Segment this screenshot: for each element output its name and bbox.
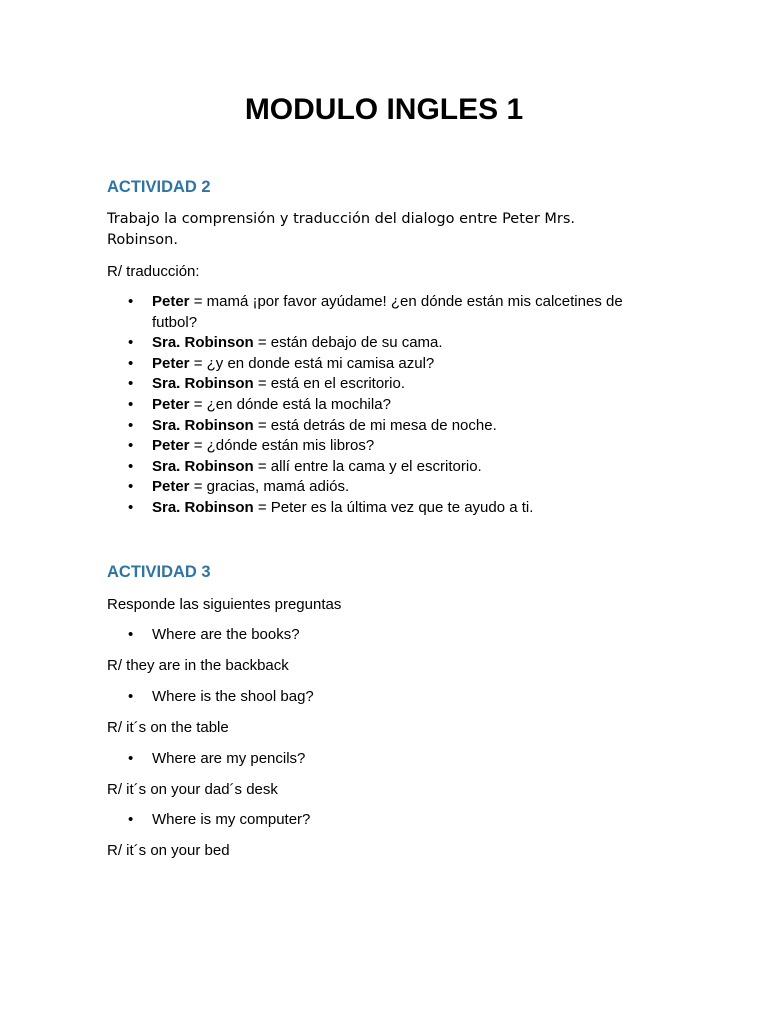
dialogue-text: = allí entre la cama y el escritorio. bbox=[253, 457, 482, 475]
dialogue-text: = están debajo de su cama. bbox=[253, 334, 443, 352]
dialogue-speaker: Peter bbox=[152, 293, 190, 310]
dialogue-speaker: Sra. Robinson bbox=[152, 457, 254, 475]
dialogue-speaker: Sra. Robinson bbox=[152, 334, 254, 352]
question-list bbox=[0, 687, 642, 708]
bullet-icon: • bbox=[128, 811, 134, 828]
dialogue-line bbox=[0, 395, 642, 416]
actividad-2-intro: Trabajo la comprensión y traducción del dialogo entre Peter Mrs. Robinson. bbox=[107, 211, 576, 248]
question-item bbox=[0, 687, 642, 708]
answer-text: R/ it´s on your bed bbox=[107, 842, 230, 859]
dialogue-speaker: Sra. Robinson bbox=[152, 416, 254, 434]
bullet-icon: • bbox=[128, 375, 134, 393]
dialogue-speaker: Peter bbox=[152, 395, 190, 413]
dialogue-text: = mamá ¡por favor ayúdame! ¿en dónde están mis calcetines de futbol? bbox=[152, 293, 623, 331]
bullet-icon: • bbox=[128, 688, 134, 705]
bullet-icon: • bbox=[128, 293, 134, 310]
dialogue-speaker: Peter bbox=[152, 437, 190, 455]
dialogue-line bbox=[0, 354, 642, 375]
bullet-icon: • bbox=[128, 498, 134, 516]
actividad-2-answer-label: R/ traducción: bbox=[107, 263, 200, 280]
question-text: Where is my computer? bbox=[152, 811, 311, 828]
dialogue-line bbox=[0, 416, 642, 437]
answer-text: R/ it´s on the table bbox=[107, 719, 229, 736]
actividad-3-heading: ACTIVIDAD 3 bbox=[107, 563, 211, 581]
dialogue-line bbox=[0, 292, 642, 333]
question-text: Where are my pencils? bbox=[152, 750, 306, 767]
answer-text: R/ they are in the backback bbox=[107, 657, 289, 674]
document-title: MODULO INGLES 1 bbox=[244, 93, 524, 126]
bullet-icon: • bbox=[128, 416, 134, 434]
dialogue-line bbox=[0, 333, 642, 354]
dialogue-list bbox=[0, 292, 642, 519]
dialogue-line bbox=[0, 477, 642, 498]
question-list bbox=[0, 749, 642, 770]
question-item bbox=[0, 810, 642, 831]
dialogue-speaker: Sra. Robinson bbox=[152, 375, 254, 393]
question-item bbox=[0, 749, 642, 770]
dialogue-speaker: Peter bbox=[152, 354, 190, 372]
bullet-icon: • bbox=[128, 626, 134, 643]
bullet-icon: • bbox=[128, 395, 134, 413]
answer-text: R/ it´s on your dad´s desk bbox=[107, 781, 278, 798]
actividad-2-heading: ACTIVIDAD 2 bbox=[107, 178, 211, 196]
question-item bbox=[0, 625, 642, 646]
question-list bbox=[0, 625, 642, 646]
dialogue-text: = Peter es la última vez que te ayudo a ti. bbox=[253, 498, 534, 516]
dialogue-text: = ¿dónde están mis libros? bbox=[189, 437, 375, 455]
bullet-icon: • bbox=[128, 478, 134, 496]
question-list bbox=[0, 810, 642, 831]
question-text: Where are the books? bbox=[152, 626, 300, 643]
dialogue-text: = ¿y en donde está mi camisa azul? bbox=[189, 354, 435, 372]
dialogue-text: = gracias, mamá adiós. bbox=[189, 478, 350, 496]
bullet-icon: • bbox=[128, 354, 134, 372]
dialogue-text: = está en el escritorio. bbox=[253, 375, 406, 393]
question-text: Where is the shool bag? bbox=[152, 688, 314, 705]
dialogue-text: = ¿en dónde está la mochila? bbox=[189, 395, 391, 413]
dialogue-speaker: Sra. Robinson bbox=[152, 498, 254, 516]
dialogue-line bbox=[0, 436, 642, 457]
dialogue-text: = está detrás de mi mesa de noche. bbox=[253, 416, 497, 434]
dialogue-speaker: Peter bbox=[152, 478, 190, 496]
dialogue-line bbox=[0, 457, 642, 478]
actividad-3-intro: Responde las siguientes preguntas bbox=[107, 596, 342, 613]
bullet-icon: • bbox=[128, 437, 134, 455]
dialogue-line bbox=[0, 374, 642, 395]
bullet-icon: • bbox=[128, 334, 134, 352]
bullet-icon: • bbox=[128, 457, 134, 475]
bullet-icon: • bbox=[128, 750, 134, 767]
dialogue-line bbox=[0, 498, 642, 519]
